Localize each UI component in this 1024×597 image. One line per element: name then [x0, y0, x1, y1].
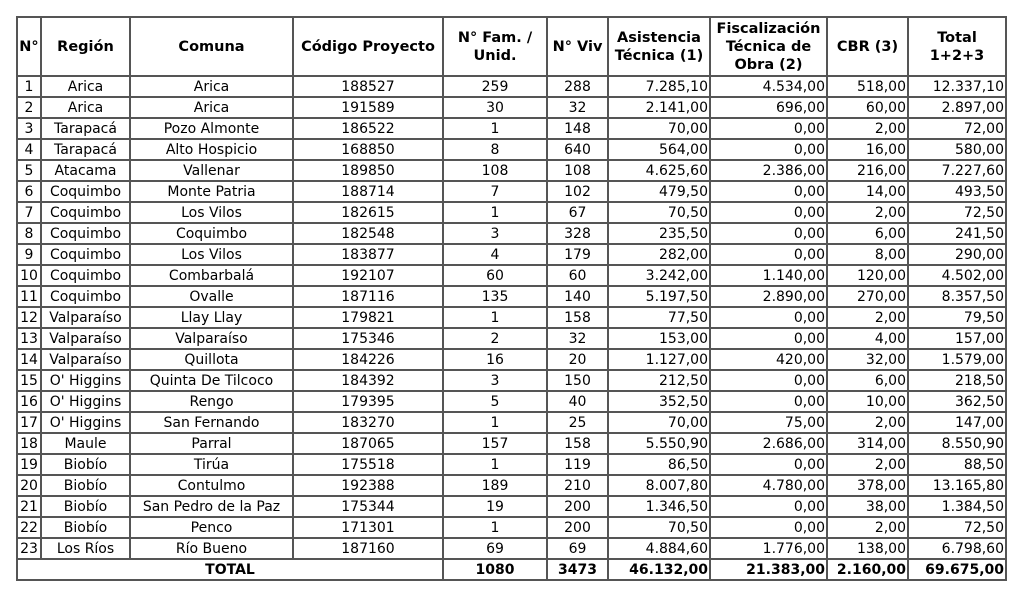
cell-viv: 200	[547, 517, 608, 538]
cell-row-number: 16	[17, 391, 41, 412]
cell-viv: 108	[547, 160, 608, 181]
cell-region: Arica	[41, 76, 130, 97]
cell-asistencia: 77,50	[608, 307, 710, 328]
cell-comuna: Coquimbo	[130, 223, 293, 244]
header-comuna: Comuna	[130, 17, 293, 76]
cell-region: Arica	[41, 97, 130, 118]
cell-codigo-proyecto: 187116	[293, 286, 443, 307]
cell-asistencia: 5.550,90	[608, 433, 710, 454]
cell-viv: 67	[547, 202, 608, 223]
cell-total: 8.357,50	[908, 286, 1006, 307]
cell-total: 88,50	[908, 454, 1006, 475]
cell-total: 147,00	[908, 412, 1006, 433]
cell-region: Biobío	[41, 454, 130, 475]
cell-comuna: Quillota	[130, 349, 293, 370]
table-row	[17, 265, 1006, 286]
cell-codigo-proyecto: 191589	[293, 97, 443, 118]
cell-total: 72,50	[908, 202, 1006, 223]
total-fam-unid: 1080	[443, 559, 547, 580]
cell-fam-unid: 7	[443, 181, 547, 202]
cell-fam-unid: 1	[443, 517, 547, 538]
cell-fiscalizacion: 0,00	[710, 496, 827, 517]
total-sum: 69.675,00	[908, 559, 1006, 580]
cell-region: Tarapacá	[41, 118, 130, 139]
cell-fiscalizacion: 420,00	[710, 349, 827, 370]
cell-cbr: 6,00	[827, 370, 908, 391]
cell-fam-unid: 135	[443, 286, 547, 307]
cell-region: Coquimbo	[41, 286, 130, 307]
cell-viv: 148	[547, 118, 608, 139]
cell-total: 8.550,90	[908, 433, 1006, 454]
header-fam-unid: N° Fam. / Unid.	[443, 17, 547, 76]
cell-codigo-proyecto: 182615	[293, 202, 443, 223]
cell-fiscalizacion: 1.776,00	[710, 538, 827, 559]
total-row	[17, 559, 1006, 580]
table-row	[17, 349, 1006, 370]
cell-fiscalizacion: 2.386,00	[710, 160, 827, 181]
cell-codigo-proyecto: 168850	[293, 139, 443, 160]
cell-comuna: Tirúa	[130, 454, 293, 475]
cell-codigo-proyecto: 179395	[293, 391, 443, 412]
cell-viv: 200	[547, 496, 608, 517]
header-number: N°	[17, 17, 41, 76]
table-row	[17, 391, 1006, 412]
cell-asistencia: 7.285,10	[608, 76, 710, 97]
cell-asistencia: 3.242,00	[608, 265, 710, 286]
cell-viv: 288	[547, 76, 608, 97]
cell-codigo-proyecto: 183270	[293, 412, 443, 433]
cell-viv: 328	[547, 223, 608, 244]
cell-fiscalizacion: 0,00	[710, 244, 827, 265]
cell-fam-unid: 16	[443, 349, 547, 370]
cell-viv: 640	[547, 139, 608, 160]
cell-comuna: Llay Llay	[130, 307, 293, 328]
cell-asistencia: 8.007,80	[608, 475, 710, 496]
header-total: Total 1+2+3	[908, 17, 1006, 76]
cell-row-number: 14	[17, 349, 41, 370]
cell-total: 12.337,10	[908, 76, 1006, 97]
cell-total: 362,50	[908, 391, 1006, 412]
table-row	[17, 223, 1006, 244]
cell-codigo-proyecto: 192388	[293, 475, 443, 496]
cell-codigo-proyecto: 187160	[293, 538, 443, 559]
cell-row-number: 1	[17, 76, 41, 97]
cell-asistencia: 4.625,60	[608, 160, 710, 181]
cell-fiscalizacion: 4.780,00	[710, 475, 827, 496]
projects-table	[16, 16, 1007, 581]
cell-row-number: 21	[17, 496, 41, 517]
cell-total: 1.579,00	[908, 349, 1006, 370]
cell-total: 493,50	[908, 181, 1006, 202]
cell-asistencia: 235,50	[608, 223, 710, 244]
cell-row-number: 5	[17, 160, 41, 181]
cell-row-number: 13	[17, 328, 41, 349]
cell-total: 4.502,00	[908, 265, 1006, 286]
cell-row-number: 15	[17, 370, 41, 391]
cell-cbr: 16,00	[827, 139, 908, 160]
cell-cbr: 8,00	[827, 244, 908, 265]
cell-viv: 150	[547, 370, 608, 391]
cell-region: Maule	[41, 433, 130, 454]
cell-comuna: Penco	[130, 517, 293, 538]
cell-row-number: 2	[17, 97, 41, 118]
cell-cbr: 2,00	[827, 118, 908, 139]
cell-viv: 32	[547, 328, 608, 349]
cell-fam-unid: 60	[443, 265, 547, 286]
cell-comuna: Ovalle	[130, 286, 293, 307]
cell-viv: 102	[547, 181, 608, 202]
cell-fam-unid: 3	[443, 223, 547, 244]
header-row	[17, 17, 1006, 76]
cell-fiscalizacion: 1.140,00	[710, 265, 827, 286]
cell-codigo-proyecto: 175344	[293, 496, 443, 517]
cell-fam-unid: 1	[443, 454, 547, 475]
cell-comuna: Arica	[130, 76, 293, 97]
cell-comuna: Combarbalá	[130, 265, 293, 286]
cell-fam-unid: 108	[443, 160, 547, 181]
cell-row-number: 17	[17, 412, 41, 433]
projects-table-container	[16, 16, 1007, 581]
cell-codigo-proyecto: 192107	[293, 265, 443, 286]
cell-fiscalizacion: 0,00	[710, 181, 827, 202]
cell-total: 1.384,50	[908, 496, 1006, 517]
cell-fiscalizacion: 0,00	[710, 307, 827, 328]
cell-cbr: 2,00	[827, 202, 908, 223]
cell-region: Coquimbo	[41, 244, 130, 265]
cell-codigo-proyecto: 183877	[293, 244, 443, 265]
cell-row-number: 22	[17, 517, 41, 538]
header-viv: N° Viv	[547, 17, 608, 76]
cell-asistencia: 4.884,60	[608, 538, 710, 559]
cell-codigo-proyecto: 171301	[293, 517, 443, 538]
cell-codigo-proyecto: 186522	[293, 118, 443, 139]
table-row	[17, 538, 1006, 559]
cell-asistencia: 479,50	[608, 181, 710, 202]
cell-comuna: Río Bueno	[130, 538, 293, 559]
cell-total: 72,00	[908, 118, 1006, 139]
total-fiscalizacion: 21.383,00	[710, 559, 827, 580]
cell-row-number: 3	[17, 118, 41, 139]
cell-comuna: Arica	[130, 97, 293, 118]
cell-codigo-proyecto: 184226	[293, 349, 443, 370]
cell-fiscalizacion: 0,00	[710, 223, 827, 244]
cell-region: Coquimbo	[41, 265, 130, 286]
cell-fam-unid: 4	[443, 244, 547, 265]
cell-asistencia: 70,00	[608, 412, 710, 433]
cell-row-number: 7	[17, 202, 41, 223]
cell-asistencia: 564,00	[608, 139, 710, 160]
cell-region: Biobío	[41, 496, 130, 517]
cell-region: Coquimbo	[41, 181, 130, 202]
cell-fiscalizacion: 0,00	[710, 391, 827, 412]
table-row	[17, 307, 1006, 328]
cell-cbr: 378,00	[827, 475, 908, 496]
cell-total: 580,00	[908, 139, 1006, 160]
cell-region: Coquimbo	[41, 202, 130, 223]
cell-cbr: 14,00	[827, 181, 908, 202]
cell-cbr: 138,00	[827, 538, 908, 559]
cell-cbr: 2,00	[827, 517, 908, 538]
cell-viv: 158	[547, 433, 608, 454]
cell-region: Tarapacá	[41, 139, 130, 160]
table-row	[17, 286, 1006, 307]
cell-asistencia: 282,00	[608, 244, 710, 265]
total-viv: 3473	[547, 559, 608, 580]
cell-viv: 25	[547, 412, 608, 433]
cell-fam-unid: 157	[443, 433, 547, 454]
cell-comuna: Los Vilos	[130, 202, 293, 223]
cell-fiscalizacion: 0,00	[710, 118, 827, 139]
cell-asistencia: 86,50	[608, 454, 710, 475]
cell-asistencia: 212,50	[608, 370, 710, 391]
cell-cbr: 6,00	[827, 223, 908, 244]
table-row	[17, 496, 1006, 517]
cell-region: Biobío	[41, 517, 130, 538]
cell-codigo-proyecto: 188714	[293, 181, 443, 202]
table-row	[17, 412, 1006, 433]
cell-fiscalizacion: 696,00	[710, 97, 827, 118]
cell-asistencia: 153,00	[608, 328, 710, 349]
cell-cbr: 38,00	[827, 496, 908, 517]
table-row	[17, 244, 1006, 265]
cell-row-number: 11	[17, 286, 41, 307]
table-body	[17, 76, 1006, 559]
cell-fam-unid: 1	[443, 307, 547, 328]
cell-codigo-proyecto: 187065	[293, 433, 443, 454]
cell-viv: 179	[547, 244, 608, 265]
cell-row-number: 18	[17, 433, 41, 454]
cell-cbr: 60,00	[827, 97, 908, 118]
cell-fiscalizacion: 75,00	[710, 412, 827, 433]
cell-cbr: 518,00	[827, 76, 908, 97]
cell-region: Valparaíso	[41, 349, 130, 370]
cell-row-number: 8	[17, 223, 41, 244]
cell-fam-unid: 259	[443, 76, 547, 97]
cell-fam-unid: 5	[443, 391, 547, 412]
table-row	[17, 370, 1006, 391]
cell-region: Atacama	[41, 160, 130, 181]
cell-total: 218,50	[908, 370, 1006, 391]
table-row	[17, 160, 1006, 181]
cell-fam-unid: 2	[443, 328, 547, 349]
cell-comuna: Valparaíso	[130, 328, 293, 349]
cell-cbr: 120,00	[827, 265, 908, 286]
cell-fiscalizacion: 0,00	[710, 202, 827, 223]
cell-fam-unid: 3	[443, 370, 547, 391]
table-row	[17, 475, 1006, 496]
table-row	[17, 139, 1006, 160]
cell-region: O' Higgins	[41, 412, 130, 433]
table-row	[17, 454, 1006, 475]
cell-asistencia: 70,00	[608, 118, 710, 139]
cell-codigo-proyecto: 182548	[293, 223, 443, 244]
cell-fam-unid: 19	[443, 496, 547, 517]
cell-asistencia: 1.127,00	[608, 349, 710, 370]
cell-codigo-proyecto: 189850	[293, 160, 443, 181]
cell-cbr: 32,00	[827, 349, 908, 370]
cell-comuna: Quinta De Tilcoco	[130, 370, 293, 391]
cell-fam-unid: 1	[443, 412, 547, 433]
cell-row-number: 19	[17, 454, 41, 475]
cell-row-number: 4	[17, 139, 41, 160]
total-cbr: 2.160,00	[827, 559, 908, 580]
cell-fiscalizacion: 2.890,00	[710, 286, 827, 307]
cell-total: 241,50	[908, 223, 1006, 244]
cell-viv: 20	[547, 349, 608, 370]
table-row	[17, 328, 1006, 349]
cell-region: Biobío	[41, 475, 130, 496]
cell-fam-unid: 69	[443, 538, 547, 559]
cell-fiscalizacion: 0,00	[710, 517, 827, 538]
cell-viv: 119	[547, 454, 608, 475]
cell-fam-unid: 1	[443, 118, 547, 139]
header-fiscalizacion: Fiscalización Técnica de Obra (2)	[710, 17, 827, 76]
total-asistencia: 46.132,00	[608, 559, 710, 580]
cell-comuna: Parral	[130, 433, 293, 454]
cell-total: 13.165,80	[908, 475, 1006, 496]
cell-asistencia: 70,50	[608, 517, 710, 538]
cell-cbr: 4,00	[827, 328, 908, 349]
cell-comuna: Vallenar	[130, 160, 293, 181]
cell-comuna: San Fernando	[130, 412, 293, 433]
cell-total: 6.798,60	[908, 538, 1006, 559]
cell-viv: 60	[547, 265, 608, 286]
cell-asistencia: 352,50	[608, 391, 710, 412]
cell-cbr: 270,00	[827, 286, 908, 307]
header-asistencia: Asistencia Técnica (1)	[608, 17, 710, 76]
table-row	[17, 118, 1006, 139]
cell-total: 72,50	[908, 517, 1006, 538]
table-row	[17, 433, 1006, 454]
cell-cbr: 2,00	[827, 454, 908, 475]
cell-region: Valparaíso	[41, 328, 130, 349]
cell-viv: 32	[547, 97, 608, 118]
cell-codigo-proyecto: 175518	[293, 454, 443, 475]
cell-codigo-proyecto: 179821	[293, 307, 443, 328]
cell-fiscalizacion: 0,00	[710, 454, 827, 475]
cell-row-number: 12	[17, 307, 41, 328]
cell-row-number: 9	[17, 244, 41, 265]
cell-fiscalizacion: 2.686,00	[710, 433, 827, 454]
cell-comuna: Monte Patria	[130, 181, 293, 202]
cell-codigo-proyecto: 175346	[293, 328, 443, 349]
cell-cbr: 2,00	[827, 412, 908, 433]
cell-comuna: Contulmo	[130, 475, 293, 496]
cell-region: Los Ríos	[41, 538, 130, 559]
table-row	[17, 202, 1006, 223]
cell-fam-unid: 8	[443, 139, 547, 160]
cell-fiscalizacion: 0,00	[710, 370, 827, 391]
cell-fiscalizacion: 0,00	[710, 139, 827, 160]
cell-asistencia: 5.197,50	[608, 286, 710, 307]
header-codigo-proyecto: Código Proyecto	[293, 17, 443, 76]
cell-total: 7.227,60	[908, 160, 1006, 181]
table-row	[17, 181, 1006, 202]
cell-cbr: 10,00	[827, 391, 908, 412]
cell-cbr: 216,00	[827, 160, 908, 181]
cell-row-number: 20	[17, 475, 41, 496]
total-label: TOTAL	[17, 559, 443, 580]
cell-cbr: 314,00	[827, 433, 908, 454]
cell-cbr: 2,00	[827, 307, 908, 328]
cell-codigo-proyecto: 188527	[293, 76, 443, 97]
header-region: Región	[41, 17, 130, 76]
cell-comuna: San Pedro de la Paz	[130, 496, 293, 517]
cell-row-number: 23	[17, 538, 41, 559]
cell-fam-unid: 189	[443, 475, 547, 496]
cell-viv: 69	[547, 538, 608, 559]
cell-viv: 210	[547, 475, 608, 496]
table-row	[17, 517, 1006, 538]
cell-fam-unid: 1	[443, 202, 547, 223]
cell-region: O' Higgins	[41, 391, 130, 412]
cell-total: 79,50	[908, 307, 1006, 328]
cell-viv: 158	[547, 307, 608, 328]
cell-asistencia: 70,50	[608, 202, 710, 223]
cell-viv: 140	[547, 286, 608, 307]
header-cbr: CBR (3)	[827, 17, 908, 76]
cell-codigo-proyecto: 184392	[293, 370, 443, 391]
cell-comuna: Los Vilos	[130, 244, 293, 265]
cell-total: 290,00	[908, 244, 1006, 265]
cell-region: O' Higgins	[41, 370, 130, 391]
cell-viv: 40	[547, 391, 608, 412]
cell-asistencia: 2.141,00	[608, 97, 710, 118]
cell-fiscalizacion: 0,00	[710, 328, 827, 349]
cell-asistencia: 1.346,50	[608, 496, 710, 517]
cell-row-number: 6	[17, 181, 41, 202]
cell-total: 2.897,00	[908, 97, 1006, 118]
cell-region: Valparaíso	[41, 307, 130, 328]
cell-comuna: Rengo	[130, 391, 293, 412]
cell-fiscalizacion: 4.534,00	[710, 76, 827, 97]
cell-comuna: Alto Hospicio	[130, 139, 293, 160]
cell-comuna: Pozo Almonte	[130, 118, 293, 139]
table-row	[17, 97, 1006, 118]
cell-region: Coquimbo	[41, 223, 130, 244]
cell-row-number: 10	[17, 265, 41, 286]
cell-fam-unid: 30	[443, 97, 547, 118]
cell-total: 157,00	[908, 328, 1006, 349]
table-row	[17, 76, 1006, 97]
